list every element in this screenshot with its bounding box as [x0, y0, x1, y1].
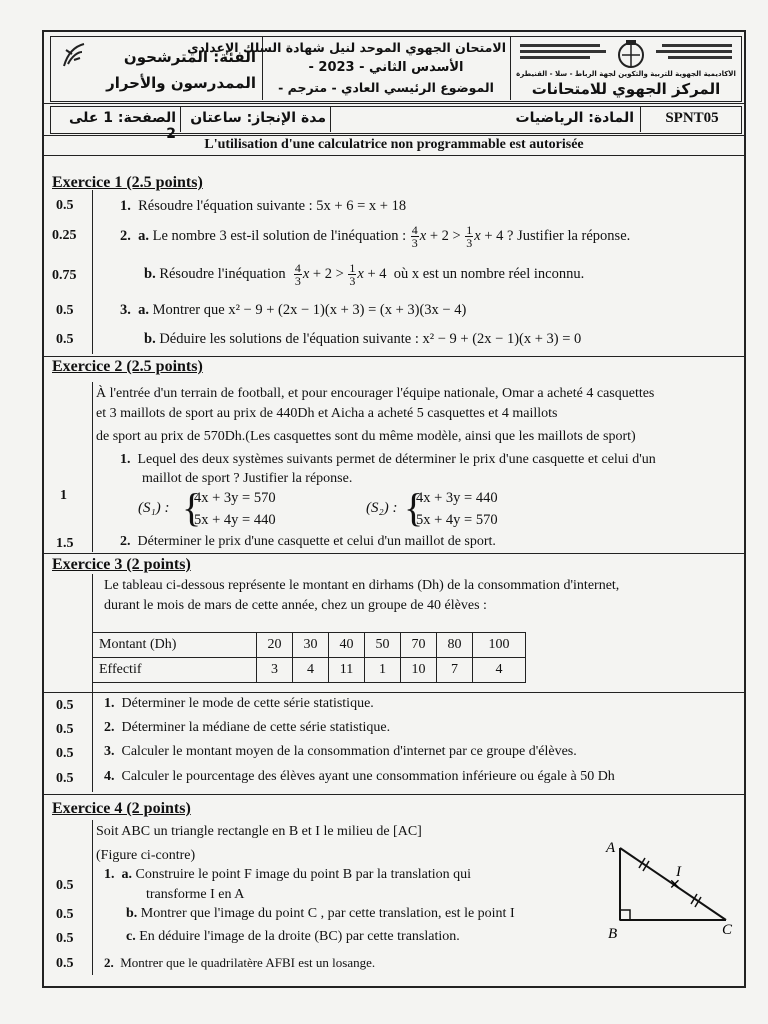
- page-number: الصفحة: 1 على 2: [68, 110, 176, 142]
- table-cell: 20: [257, 633, 293, 658]
- table-cell: 7: [437, 658, 473, 683]
- ex3-divider: [42, 794, 746, 795]
- exercise4-title: Exercice 4 (2 points): [52, 800, 191, 817]
- ex3-points-q3: 0.5: [56, 746, 74, 761]
- ex2-intro3: de sport au prix de 570Dh.(Les casquettes sont du même modèle, ainsi que les maillots de sport): [96, 429, 636, 444]
- midpoint-mark: ✕: [669, 877, 681, 893]
- ex2-points-q1: 1: [60, 488, 67, 503]
- ex1-q3a: 3. a. Montrer que x² − 9 + (2x − 1)(x + 3) = (x + 3)(3x − 4): [120, 302, 467, 318]
- exercise2-title: Exercice 2 (2.5 points): [52, 358, 203, 375]
- ex2-divider: [42, 553, 746, 554]
- ex2-q1-line2: maillot de sport ? Justifier la réponse.: [142, 471, 353, 486]
- exercise1-title: Exercice 1 (2.5 points): [52, 174, 203, 191]
- ex1-points-q1: 0.5: [56, 198, 74, 213]
- header-divider: [42, 103, 746, 104]
- table-cell: 4: [293, 658, 329, 683]
- table-header-cell: Montant (Dh): [93, 633, 257, 658]
- ex2-intro2: et 3 maillots de sport au prix de 440Dh et Aicha a acheté 5 casquettes et 4 maillots: [96, 406, 558, 421]
- ex4-points-q1a: 0.5: [56, 878, 74, 893]
- exam-title-line1: الامتحان الجهوي الموحد لنيل شهادة السلك الإعدادي: [187, 40, 506, 55]
- ex3-table-divider: [42, 692, 746, 693]
- ex4-q1c: c. En déduire l'image de la droite (BC) par cette translation.: [126, 929, 460, 944]
- points-column-line: [92, 190, 93, 354]
- consumption-table: [92, 632, 526, 683]
- duration-label: مدة الإنجاز: ساعتان: [190, 110, 326, 126]
- ex3-points-q1: 0.5: [56, 698, 74, 713]
- ex3-points-q4: 0.5: [56, 771, 74, 786]
- ex2-q1-line1: 1. Lequel des deux systèmes suivants permet de déterminer le prix d'une casquette et celui d'un: [120, 452, 656, 467]
- table-cell: 70: [401, 633, 437, 658]
- calculator-note: L'utilisation d'une calculatrice non programmable est autorisée: [204, 137, 584, 152]
- ex4-points-q2: 0.5: [56, 956, 74, 971]
- subject-label: المادة: الرياضيات: [515, 110, 634, 126]
- ex3-q1: 1. Déterminer le mode de cette série statistique.: [104, 696, 374, 711]
- vertex-label-A: A: [606, 840, 616, 856]
- table-cell: 3: [257, 658, 293, 683]
- table-cell: 40: [329, 633, 365, 658]
- ex4-points-q1c: 0.5: [56, 931, 74, 946]
- ex3-q2: 2. Déterminer la médiane de cette série statistique.: [104, 720, 391, 735]
- center-name: المركز الجهوي للامتحانات: [531, 80, 721, 98]
- table-cell: 50: [365, 633, 401, 658]
- ex4-q2: 2. Montrer que le quadrilatère AFBI est un losange.: [104, 955, 376, 970]
- ex1-q3b: b. Déduire les solutions de l'équation suivante : x² − 9 + (2x − 1)(x + 3) = 0: [144, 331, 582, 347]
- ex2-intro1: À l'entrée d'un terrain de football, et pour encourager l'équipe nationale, Omar a acheté 4 casquettes: [96, 386, 655, 401]
- ministry-header-text-right: [652, 42, 734, 64]
- academy-text: الأكاديمية الجهوية للتربية والتكوين لجهة الرباط - سلا - القنيطرة: [516, 70, 736, 78]
- ex1-points-q2a: 0.25: [52, 228, 77, 243]
- exam-title-line3: الموضوع الرئيسي العادي - مترجم -: [278, 80, 494, 95]
- ex3-q4: 4. Calculer le pourcentage des élèves ayant une consommation inférieure ou égale à 50 Dh: [104, 769, 615, 784]
- ex4-intro2: (Figure ci-contre): [96, 848, 196, 863]
- ex3-intro1: Le tableau ci-dessous représente le montant en dirhams (Dh) de la consommation d'internet,: [104, 578, 620, 593]
- ex2-q2: 2. Déterminer le prix d'une casquette et celui d'un maillot de sport.: [120, 534, 496, 549]
- ex1-points-q3a: 0.5: [56, 303, 74, 318]
- table-cell: 10: [401, 658, 437, 683]
- table-cell: 4: [473, 658, 526, 683]
- ex3-q3: 3. Calculer le montant moyen de la consommation d'internet par ce groupe d'élèves.: [104, 744, 577, 759]
- vertex-label-B: B: [608, 926, 618, 942]
- ex3-intro2: durant le mois de mars de cette année, chez un groupe de 40 élèves :: [104, 598, 487, 613]
- ex1-q2b: b. Résoudre l'inéquation $\frac{4}{3}$ x + 2 > $\frac{1}{3}$ x + 4 où x est un nombre réel inconnu.: [144, 261, 585, 289]
- table-cell: 80: [437, 633, 473, 658]
- header-logo-left: [60, 40, 88, 70]
- triangle-figure: [596, 836, 746, 942]
- ex4-points-q1b: 0.5: [56, 907, 74, 922]
- ex1-q2a: 2. a. Le nombre 3 est-il solution de l'inéquation : $\frac{4}{3}$ x + 2 > $\frac{1}{3}$ x + 4 ? Justifier la réponse.: [120, 223, 631, 251]
- midpoint-label-I: I: [676, 864, 681, 880]
- ex4-q1b: b. Montrer que l'image du point C , par cette translation, est le point I: [126, 906, 515, 921]
- note-divider: [42, 155, 746, 156]
- exercise3-title: Exercice 3 (2 points): [52, 556, 191, 573]
- ex3-points-q2: 0.5: [56, 722, 74, 737]
- exam-code: SPNT05: [665, 110, 719, 126]
- system-s2: (S₂) : { 4x + 3y = 440 5x + 4y = 570: [366, 485, 498, 530]
- table-cell: 11: [329, 658, 365, 683]
- table-row: [93, 658, 526, 683]
- ex1-q1: 1. Résoudre l'équation suivante : 5x + 6 = x + 18: [120, 198, 407, 214]
- ex4-q1a-line2: transforme I en A: [146, 887, 245, 902]
- ministry-header-text: [520, 42, 610, 64]
- table-cell: 30: [293, 633, 329, 658]
- ex1-points-q2b: 0.75: [52, 268, 77, 283]
- ex2-points-q2: 1.5: [56, 536, 74, 551]
- ex1-points-q3b: 0.5: [56, 332, 74, 347]
- table-cell: 100: [473, 633, 526, 658]
- exam-title-line2: الأسدس الثاني - 2023 -: [308, 60, 464, 75]
- vertex-label-C: C: [722, 922, 733, 938]
- system-s1: (S₁) : { 4x + 3y = 570 5x + 4y = 440: [138, 485, 276, 530]
- ex4-intro1: Soit ABC un triangle rectangle en B et I le milieu de [AC]: [96, 824, 422, 839]
- ministry-emblem: [614, 38, 648, 72]
- table-cell: 1: [365, 658, 401, 683]
- ex1-divider: [42, 356, 746, 357]
- ex4-q1a-line1: 1. a. Construire le point F image du point B par la translation qui: [104, 867, 472, 882]
- table-header-cell: Effectif: [93, 658, 257, 683]
- table-row: [93, 633, 526, 658]
- category-label: الفئة: المترشحون الممدرسون والأحرار: [106, 48, 256, 92]
